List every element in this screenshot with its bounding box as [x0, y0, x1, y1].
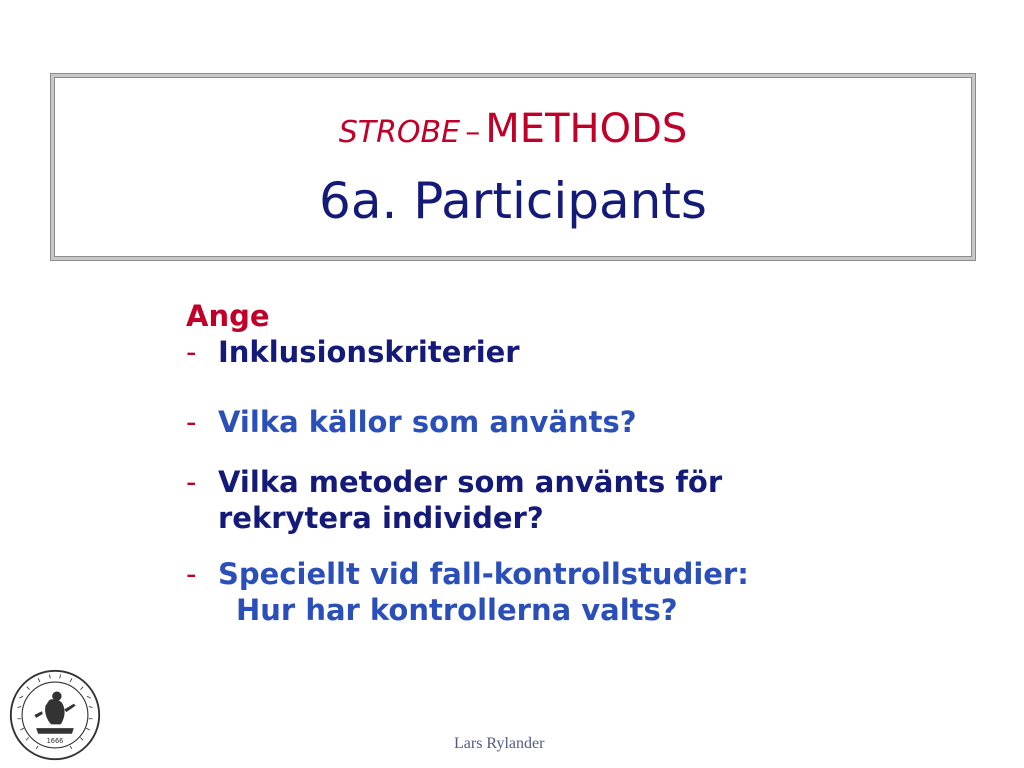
bullet-item [186, 464, 906, 536]
content-body [186, 298, 906, 628]
item-text-continued: Hur har kontrollerna valts? [236, 593, 678, 627]
title-dash: – [465, 115, 481, 150]
university-seal-icon [6, 668, 104, 762]
slide-subtitle: 6a. Participants [319, 172, 707, 230]
footer-author: Lars Rylander [454, 735, 545, 752]
bullet-dash: - [186, 465, 197, 499]
title-strobe: STROBE [338, 115, 461, 150]
item-text-continued: rekrytera individer? [218, 501, 544, 535]
bullet-item [186, 404, 906, 440]
bullet-dash: - [186, 335, 197, 369]
bullet-dash: - [186, 557, 197, 591]
item-text: Inklusionskriterier [218, 335, 520, 369]
bullet-dash: - [186, 405, 197, 439]
seal-year: 1666 [46, 737, 64, 746]
item-text: Vilka källor som använts? [218, 405, 637, 439]
title-methods: METHODS [485, 106, 688, 152]
bullet-item [186, 556, 906, 628]
title-line-1 [51, 106, 975, 156]
title-box [50, 73, 976, 261]
intro-label: Ange [186, 299, 270, 333]
item-text: Vilka metoder som använts för [218, 465, 723, 499]
bullet-item [186, 334, 906, 370]
item-text: Speciellt vid fall-kontrollstudier: [218, 557, 749, 591]
